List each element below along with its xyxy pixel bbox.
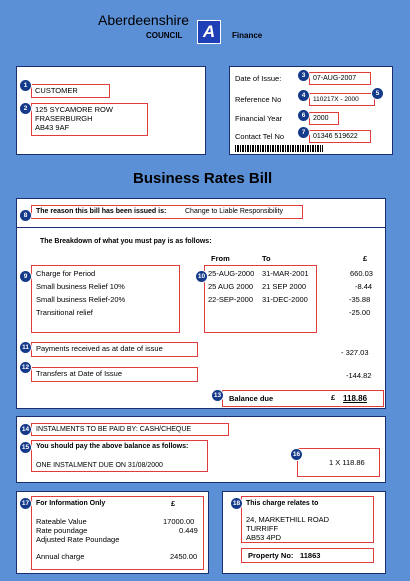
balance-value: 118.86: [343, 394, 368, 403]
from-date: 25 AUG 2000: [208, 282, 254, 291]
balance-label: Balance due: [229, 394, 274, 403]
transfers-label: Transfers at Date of Issue: [36, 369, 123, 378]
info-currency: £: [171, 499, 176, 508]
marker-2: 2: [19, 102, 32, 115]
tel-label: Contact Tel No: [235, 132, 285, 141]
info-label: Rateable Value: [36, 517, 87, 526]
to-date: 31-DEC-2000: [262, 295, 308, 304]
date-label: Date of Issue:: [235, 74, 282, 83]
info-heading: For Information Only: [36, 500, 106, 507]
to-date: 21 SEP 2000: [262, 282, 307, 291]
customer-address-line: FRASERBURGH: [35, 114, 93, 123]
marker-13: 13: [211, 389, 224, 402]
marker-5: 5: [371, 87, 384, 100]
reason-label: The reason this bill has been issued is:: [36, 208, 167, 215]
council-name: Aberdeenshire: [98, 12, 190, 28]
marker-12: 12: [19, 361, 32, 374]
instalment-amount: 1 X 118.86: [329, 458, 365, 467]
col-from: From: [211, 254, 230, 263]
col-to: To: [262, 254, 271, 263]
year-label: Financial Year: [235, 114, 283, 123]
pay-schedule: ONE INSTALMENT DUE ON 31/08/2000: [36, 462, 163, 469]
col-currency: £: [363, 254, 368, 263]
ref-label: Reference No: [235, 95, 282, 104]
property-address-line: TURRIFF: [246, 524, 279, 533]
amount: 660.03: [350, 269, 373, 278]
marker-6: 6: [297, 109, 310, 122]
item-label: Small business Relief 10%: [36, 282, 125, 291]
marker-9: 9: [19, 270, 32, 283]
marker-3: 3: [297, 69, 310, 82]
amount: -25.00: [349, 308, 371, 317]
ref-value: 110217X - 2000: [313, 96, 359, 103]
customer-name: CUSTOMER: [35, 86, 78, 95]
info-value: 0.449: [179, 526, 198, 535]
marker-10: 10: [195, 270, 208, 283]
item-label: Charge for Period: [36, 269, 96, 278]
council-logo: A: [197, 20, 221, 44]
from-date: 22-SEP-2000: [208, 295, 254, 304]
property-address-line: 24, MARKETHILL ROAD: [246, 515, 330, 524]
bill-title: Business Rates Bill: [133, 170, 273, 187]
property-number-value: 11863: [300, 551, 321, 560]
divider: [16, 227, 386, 228]
marker-16: 16: [290, 448, 303, 461]
item-label: Transitional relief: [36, 308, 93, 317]
payments-amount: - 327.03: [341, 348, 369, 357]
marker-17: 17: [19, 497, 32, 510]
property-number-label: Property No:: [248, 551, 294, 560]
item-label: Small business Relief-20%: [36, 295, 126, 304]
barcode: [235, 145, 323, 152]
date-value: 07-AUG-2007: [313, 75, 357, 82]
property-heading: This charge relates to: [246, 500, 319, 507]
to-date: 31-MAR-2001: [262, 269, 309, 278]
info-label: Annual charge: [36, 552, 85, 561]
pay-heading: You should pay the above balance as follows:: [36, 443, 189, 450]
year-value: 2000: [313, 115, 329, 122]
marker-18: 18: [230, 497, 243, 510]
tel-value: 01346 519622: [313, 133, 358, 140]
department-name: Finance: [232, 31, 263, 40]
payments-label: Payments received as at date of issue: [36, 344, 163, 353]
marker-1: 1: [19, 79, 32, 92]
marker-8: 8: [19, 209, 32, 222]
reason-value: Change to Liable Responsibility: [185, 208, 284, 215]
marker-7: 7: [297, 126, 310, 139]
info-label: Rate poundage: [36, 526, 88, 535]
property-address-line: AB53 4PD: [246, 533, 282, 542]
marker-11: 11: [19, 341, 32, 354]
info-value: 2450.00: [170, 552, 198, 561]
transfers-amount: -144.82: [346, 371, 372, 380]
amount: -35.88: [349, 295, 371, 304]
info-label: Adjusted Rate Poundage: [36, 535, 120, 544]
council-sub: COUNCIL: [146, 31, 183, 40]
info-value: 17000.00: [163, 517, 195, 526]
from-date: 25-AUG-2000: [208, 269, 255, 278]
marker-4: 4: [297, 89, 310, 102]
customer-address-line: AB43 9AF: [35, 123, 70, 132]
marker-14: 14: [19, 423, 32, 436]
balance-currency: £: [331, 393, 336, 402]
marker-15: 15: [19, 441, 32, 454]
breakdown-heading: The Breakdown of what you must pay is as follows:: [40, 238, 212, 245]
paid-by: INSTALMENTS TO BE PAID BY: CASH/CHEQUE: [36, 426, 192, 433]
customer-address-line: 125 SYCAMORE ROW: [35, 105, 113, 114]
amount: -8.44: [355, 282, 373, 291]
